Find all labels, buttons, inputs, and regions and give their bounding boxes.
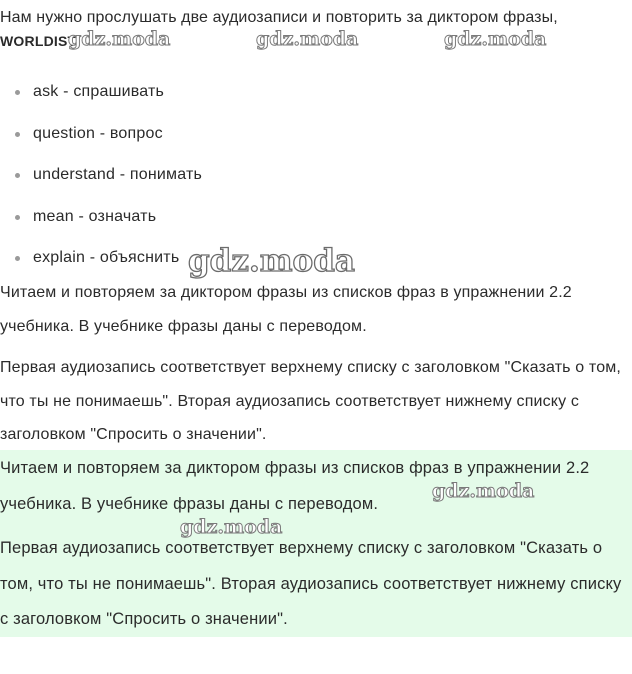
vocabulary-entry: explain - объяснить [33,249,180,267]
list-item [0,122,632,164]
paragraph: Читаем и повторяем за диктором фразы из списков фраз в упражнении 2.2 учебника. В учебнике фразы даны с переводом. [0,459,590,513]
vocabulary-entry: mean - означать [33,207,157,225]
watermark: gdz.moda [432,480,535,502]
bullet-icon [15,215,20,220]
list-item [0,80,632,122]
vocabulary-entry: ask - спрашивать [33,83,165,100]
vocabulary-entry: understand - понимать [33,166,203,184]
highlighted-answer [0,450,632,637]
vocabulary-entry: question - вопрос [33,124,163,142]
bullet-icon [15,90,20,95]
paragraph: Первая аудиозапись соответствует верхнему списку с заголовком "Сказать о том, что ты не понимаешь". Вторая аудиозапись соответствует нижнему списку с заголовком "Спросить о значении". [0,539,622,628]
bullet-icon [15,132,20,137]
paragraph: Читаем и повторяем за диктором фразы из списков фраз в упражнении 2.2 учебника. В учебнике фразы даны с переводом. [0,284,572,335]
watermark: gdz.moda [68,28,171,50]
paragraph: Первая аудиозапись соответствует верхнему списку с заголовком "Сказать о том, что ты не понимаешь". Вторая аудиозапись соответствует нижнему списку с заголовком "Спросить о значении". [0,359,622,443]
intro-text: Нам нужно прослушать две аудиозаписи и повторить за диктором фразы, [0,9,558,26]
bullet-icon [15,256,20,261]
list-item [0,163,632,205]
list-item [0,205,632,247]
watermark: gdz.moda [188,243,355,279]
bullet-icon [15,173,20,178]
watermark: gdz.moda [180,516,283,538]
watermark: gdz.moda [444,28,547,50]
worldist-tagline: WORLDIST [0,33,77,49]
watermark: gdz.moda [256,28,359,50]
